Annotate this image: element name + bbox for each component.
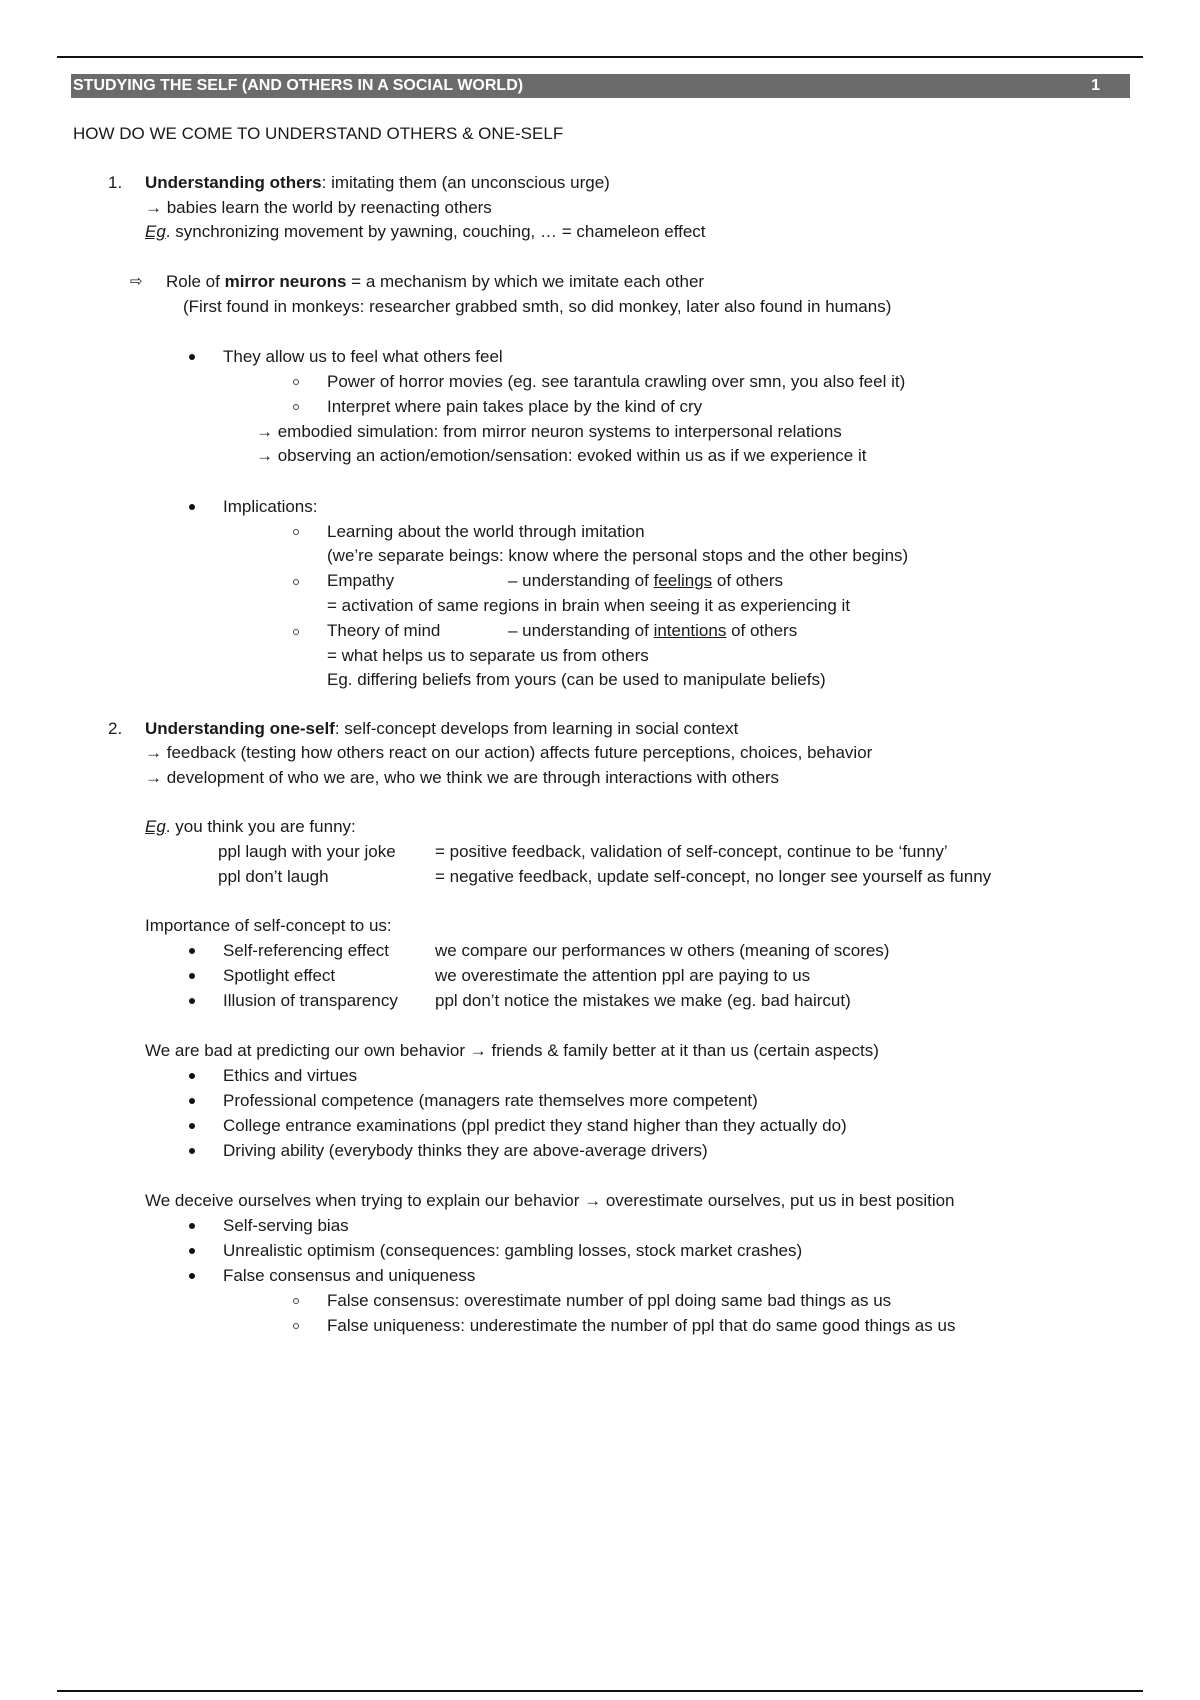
laugh-a: ppl laugh with your joke	[218, 842, 396, 861]
bullet-icon	[189, 1273, 195, 1279]
page-number: 1	[1091, 77, 1100, 94]
feel-a: Power of horror movies (eg. see tarantula crawling over smn, you also feel it)	[327, 372, 906, 391]
deceive-item: False consensus and uniqueness	[223, 1266, 476, 1285]
bullet-icon	[189, 948, 195, 954]
circle-bullet-icon	[293, 379, 299, 385]
header-title: STUDYING THE SELF (AND OTHERS IN A SOCIAL WORLD)	[73, 77, 524, 94]
section-2-title: Understanding one-self	[145, 719, 335, 738]
bottom-rule	[57, 1690, 1143, 1692]
deceive-sub: False uniqueness: underestimate the number of ppl that do same good things as us	[327, 1316, 956, 1335]
role-post: = a mechanism by which we imitate each other	[346, 272, 705, 291]
importance-desc: we compare our performances w others (meaning of scores)	[435, 941, 890, 960]
importance-term: Spotlight effect	[223, 966, 336, 985]
importance-desc: we overestimate the attention ppl are paying to us	[435, 966, 811, 985]
bullet-icon	[189, 354, 195, 360]
role-pre: Role of	[166, 272, 225, 291]
section-1-title: Understanding others	[145, 173, 322, 192]
circle-bullet-icon	[293, 404, 299, 410]
section-1-line	[145, 172, 610, 194]
example-label: Eg	[145, 817, 166, 836]
bullet-icon	[189, 1248, 195, 1254]
impl-c3: Eg. differing beliefs from yours (can be used to manipulate beliefs)	[327, 670, 826, 689]
example-text: . you think you are funny:	[165, 817, 356, 836]
section-2-arrow-2: → development of who we are, who we think we are through interactions with others	[145, 768, 780, 787]
section-heading: HOW DO WE COME TO UNDERSTAND OTHERS & ONE-SELF	[73, 124, 564, 143]
section-1-number: 1.	[108, 173, 123, 192]
predicting-title: We are bad at predicting our own behavior → friends & family better at it than us (certain aspects)	[145, 1041, 879, 1060]
circle-bullet-icon	[293, 1323, 299, 1329]
impl-b-pre: – understanding of	[508, 571, 654, 590]
page-header-bar	[71, 74, 1130, 98]
predicting-item: College entrance examinations (ppl predict they stand higher than they actually do)	[223, 1116, 847, 1135]
bullet-icon	[189, 1148, 195, 1154]
mirror-neurons-term: mirror neurons	[224, 272, 347, 291]
impl-b-term: Empathy	[327, 571, 395, 590]
deceive-item: Unrealistic optimism (consequences: gambling losses, stock market crashes)	[223, 1241, 803, 1260]
bullet-icon	[189, 504, 195, 510]
impl-b-post: of others	[712, 571, 784, 590]
impl-c-underlined: intentions	[653, 621, 727, 640]
bullet-icon	[189, 1098, 195, 1104]
deceive-sub: False consensus: overestimate number of ppl doing same bad things as us	[327, 1291, 892, 1310]
bullet-icon	[189, 1123, 195, 1129]
section-1-arrow: → babies learn the world by reenacting others	[145, 198, 492, 217]
feel-line: They allow us to feel what others feel	[223, 347, 503, 366]
circle-bullet-icon	[293, 579, 299, 585]
importance-term: Self-referencing effect	[223, 941, 389, 960]
predicting-item: Professional competence (managers rate themselves more competent)	[223, 1091, 758, 1110]
laugh-b-result: = negative feedback, update self-concept, no longer see yourself as funny	[435, 867, 992, 886]
section-1-example	[145, 221, 706, 243]
section-2-example	[145, 816, 356, 838]
bullet-icon	[189, 1223, 195, 1229]
impl-c-def	[508, 620, 797, 642]
laugh-a-result: = positive feedback, validation of self-concept, continue to be ‘funny’	[435, 842, 948, 861]
impl-c2: = what helps us to separate us from others	[327, 646, 649, 665]
impl-b-def	[508, 570, 783, 592]
impl-a: Learning about the world through imitation	[327, 522, 645, 541]
bullet-icon	[189, 973, 195, 979]
importance-title: Importance of self-concept to us:	[145, 916, 392, 935]
impl-a2: (we’re separate beings: know where the personal stops and the other begins)	[327, 546, 909, 565]
example-label: Eg	[145, 222, 166, 241]
impl-c-term: Theory of mind	[327, 621, 441, 640]
impl-c-post: of others	[726, 621, 798, 640]
section-2-rest: : self-concept develops from learning in social context	[334, 719, 739, 738]
section-2-line	[145, 718, 738, 740]
bullet-icon	[189, 1073, 195, 1079]
arrow-bullet-icon: ⇨	[130, 273, 143, 290]
importance-desc: ppl don’t notice the mistakes we make (eg. bad haircut)	[435, 991, 851, 1010]
predicting-item: Driving ability (everybody thinks they are above-average drivers)	[223, 1141, 708, 1160]
impl-c-pre: – understanding of	[508, 621, 654, 640]
impl-b-underlined: feelings	[653, 571, 713, 590]
section-1-rest: : imitating them (an unconscious urge)	[321, 173, 610, 192]
impl-b2: = activation of same regions in brain when seeing it as experiencing it	[327, 596, 851, 615]
bullet-icon	[189, 998, 195, 1004]
laugh-b: ppl don’t laugh	[218, 867, 329, 886]
top-rule	[57, 56, 1143, 58]
deceive-title: We deceive ourselves when trying to explain our behavior → overestimate ourselves, put us in best position	[145, 1191, 955, 1210]
deceive-item: Self-serving bias	[223, 1216, 349, 1235]
circle-bullet-icon	[293, 529, 299, 535]
mirror-neurons-line	[166, 271, 704, 293]
importance-term: Illusion of transparency	[223, 991, 398, 1010]
example-text: . synchronizing movement by yawning, couching, … = chameleon effect	[165, 222, 706, 241]
feel-c: → embodied simulation: from mirror neuron systems to interpersonal relations	[256, 422, 842, 441]
predicting-item: Ethics and virtues	[223, 1066, 358, 1085]
feel-d: → observing an action/emotion/sensation: evoked within us as if we experience it	[256, 446, 867, 465]
section-2-arrow-1: → feedback (testing how others react on our action) affects future perceptions, choices, behavior	[145, 743, 873, 762]
implications-title: Implications:	[223, 497, 318, 516]
mirror-neurons-sub: (First found in monkeys: researcher grabbed smth, so did monkey, later also found in humans)	[183, 297, 892, 316]
feel-b: Interpret where pain takes place by the kind of cry	[327, 397, 703, 416]
section-2-number: 2.	[108, 719, 123, 738]
circle-bullet-icon	[293, 629, 299, 635]
circle-bullet-icon	[293, 1298, 299, 1304]
